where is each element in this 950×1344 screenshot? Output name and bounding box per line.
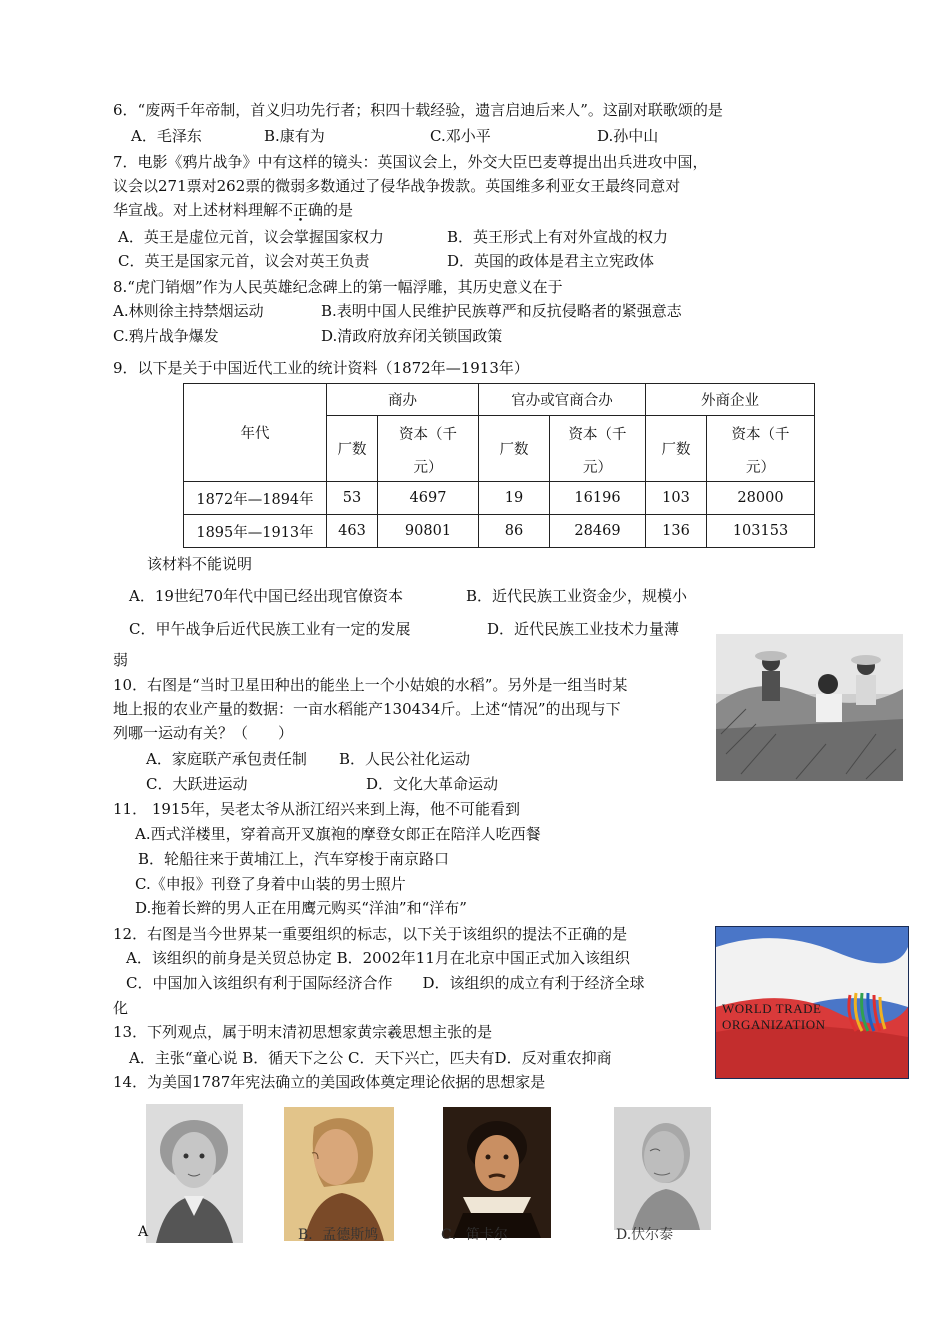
q10-option-d: D．文化大革命运动	[366, 775, 499, 793]
wto-logo-line1: WORLD TRADE	[722, 1001, 822, 1016]
q11-option-c: C.《申报》刊登了身着中山装的男士照片	[135, 875, 406, 893]
q6-stem: 6．“废两千年帝制，首义归功先行者；积四十载经验，遗言启迪后来人”。这副对联歌颂的是	[113, 101, 723, 119]
q7-stem-2: 议会以271票对262票的微弱多数通过了侵华战争拨款。英国维多利亚女王最终同意对	[113, 177, 681, 195]
q9-option-d-cont: 弱	[113, 651, 129, 669]
q12-options-cd: C．中国加入该组织有利于国际经济合作 D．该组织的成立有利于经济全球	[126, 974, 645, 992]
q13-options: A．主张“童心说 B．循天下之公 C．天下兴亡，匹夫有D．反对重农抑商	[129, 1049, 612, 1067]
q9-stem: 9．以下是关于中国近代工业的统计资料（1872年—1913年）	[113, 359, 529, 377]
q7-option-a: A．英王是虚位元首，议会掌握国家权力	[118, 228, 384, 246]
portrait-b	[284, 1107, 394, 1241]
q14-stem: 14．为美国1787年宪法确立的美国政体奠定理论依据的思想家是	[113, 1073, 546, 1091]
q7-stem-3a: 华宣战。对上述材料理解	[113, 201, 279, 219]
table-cell: 28469	[550, 515, 646, 548]
rice-field-photo	[716, 634, 903, 781]
q11-option-a: A.西式洋楼里，穿着高开叉旗袍的摩登女郎正在陪洋人吃西餐	[135, 825, 541, 843]
q6-option-c: C.邓小平	[430, 127, 491, 145]
q6-option-b: B.康有为	[264, 127, 325, 145]
table-cell: 53	[327, 482, 378, 515]
table-cell: 16196	[550, 482, 646, 515]
portrait-a	[146, 1104, 243, 1243]
portrait-b-graphic	[284, 1107, 394, 1241]
q12-options-cd-cont: 化	[113, 999, 129, 1017]
table-subheader-count: 厂数	[479, 416, 550, 482]
portrait-d-caption: D.伏尔泰	[616, 1227, 674, 1243]
q7-emphasis: 不正确	[278, 201, 324, 219]
table-cell: 4697	[378, 482, 479, 515]
portrait-c	[443, 1107, 551, 1238]
table-subheader-capital: 资本（千	[550, 416, 646, 452]
q11-option-b: B．轮船往来于黄埔江上，汽车穿梭于南京路口	[138, 850, 450, 868]
q12-stem: 12．右图是当今世界某一重要组织的标志，以下关于该组织的提法不正确的是	[113, 925, 628, 943]
table-cell: 103153	[707, 515, 815, 548]
q10-stem-2: 地上报的农业产量的数据：一亩水稻能产130434斤。上述“情况”的出现与下	[113, 700, 621, 718]
table-subheader-capital-unit: 元）	[378, 452, 479, 482]
q8-option-d: D.清政府放弃闭关锁国政策	[321, 327, 503, 345]
q9-option-a: A．19世纪70年代中国已经出现官僚资本	[129, 587, 404, 605]
table-subheader-capital-unit: 元）	[550, 452, 646, 482]
portrait-d-graphic	[614, 1107, 711, 1230]
table-row	[184, 482, 815, 515]
table-cell: 19	[479, 482, 550, 515]
q7-stem-3c: 的是	[323, 201, 354, 219]
table-group-header: 商办	[327, 384, 479, 416]
table-cell-year: 1872年—1894年	[184, 482, 327, 515]
q7-option-c: C．英王是国家元首，议会对英王负责	[118, 252, 370, 270]
q10-stem-3: 列哪一运动有关？（ ）	[113, 724, 294, 742]
table-cell: 103	[646, 482, 707, 515]
industry-statistics-table	[183, 383, 815, 548]
q11-option-d: D.拖着长辫的男人正在用鹰元购买“洋油”和“洋布”	[135, 899, 467, 917]
table-subheader-capital: 资本（千	[707, 416, 815, 452]
wto-logo-text	[722, 1001, 826, 1033]
table-row	[184, 515, 815, 548]
table-group-header: 外商企业	[646, 384, 815, 416]
q7-option-b: B．英王形式上有对外宣战的权力	[447, 228, 669, 246]
table-group-header: 官办或官商合办	[479, 384, 646, 416]
rice-field-photo-graphic	[716, 634, 903, 781]
q13-stem: 13．下列观点，属于明末清初思想家黄宗羲思想主张的是	[113, 1023, 493, 1041]
q10-option-b: B．人民公社化运动	[339, 750, 471, 768]
wto-logo-line2: ORGANIZATION	[722, 1017, 826, 1032]
q8-stem: 8.“虎门销烟”作为人民英雄纪念碑上的第一幅浮雕，其历史意义在于	[113, 278, 563, 296]
table-cell: 86	[479, 515, 550, 548]
q12-options-ab: A．该组织的前身是关贸总协定 B．2002年11月在北京中国正式加入该组织	[126, 949, 630, 967]
q10-stem-1: 10．右图是“当时卫星田种出的能坐上一个小姑娘的水稻”。另外是一组当时某	[113, 676, 628, 694]
q9-note: 该材料不能说明	[147, 555, 253, 573]
portrait-d	[614, 1107, 711, 1230]
q8-option-c: C.鸦片战争爆发	[113, 327, 219, 345]
table-cell-year: 1895年—1913年	[184, 515, 327, 548]
portrait-b-caption: B．孟德斯鸠	[298, 1227, 379, 1243]
q7-stem-3	[113, 200, 353, 220]
table-subheader-count: 厂数	[327, 416, 378, 482]
table-cell: 463	[327, 515, 378, 548]
q7-stem-1: 7．电影《鸦片战争》中有这样的镜头：英国议会上，外交大臣巴麦尊提出出兵进攻中国，	[113, 153, 708, 171]
wto-logo-image	[715, 926, 909, 1079]
table-subheader-capital-unit: 元）	[707, 452, 815, 482]
portrait-c-graphic	[443, 1107, 551, 1238]
q9-option-d: D．近代民族工业技术力量薄	[487, 620, 680, 638]
table-cell: 28000	[707, 482, 815, 515]
table-subheader-count: 厂数	[646, 416, 707, 482]
table-cell: 90801	[378, 515, 479, 548]
table-subheader-capital: 资本（千	[378, 416, 479, 452]
q10-option-c: C．大跃进运动	[146, 775, 248, 793]
table-header-year: 年代	[184, 384, 327, 482]
portrait-a-caption: A	[138, 1224, 149, 1240]
q6-option-d: D.孙中山	[597, 127, 659, 145]
q10-option-a: A．家庭联产承包责任制	[146, 750, 307, 768]
q6-option-a: A．毛泽东	[131, 127, 202, 145]
q8-option-b: B.表明中国人民维护民族尊严和反抗侵略者的紧强意志	[321, 302, 682, 320]
q9-option-c: C．甲午战争后近代民族工业有一定的发展	[129, 620, 411, 638]
q8-option-a: A.林则徐主持禁烟运动	[113, 302, 264, 320]
q9-option-b: B．近代民族工业资金少，规模小	[466, 587, 688, 605]
q11-stem: 11． 1915年，吴老太爷从浙江绍兴来到上海，他不可能看到	[113, 800, 521, 818]
q7-option-d: D．英国的政体是君主立宪政体	[447, 252, 655, 270]
table-cell: 136	[646, 515, 707, 548]
portrait-a-graphic	[146, 1104, 243, 1243]
portrait-c-caption: C．笛卡尔	[441, 1227, 508, 1243]
